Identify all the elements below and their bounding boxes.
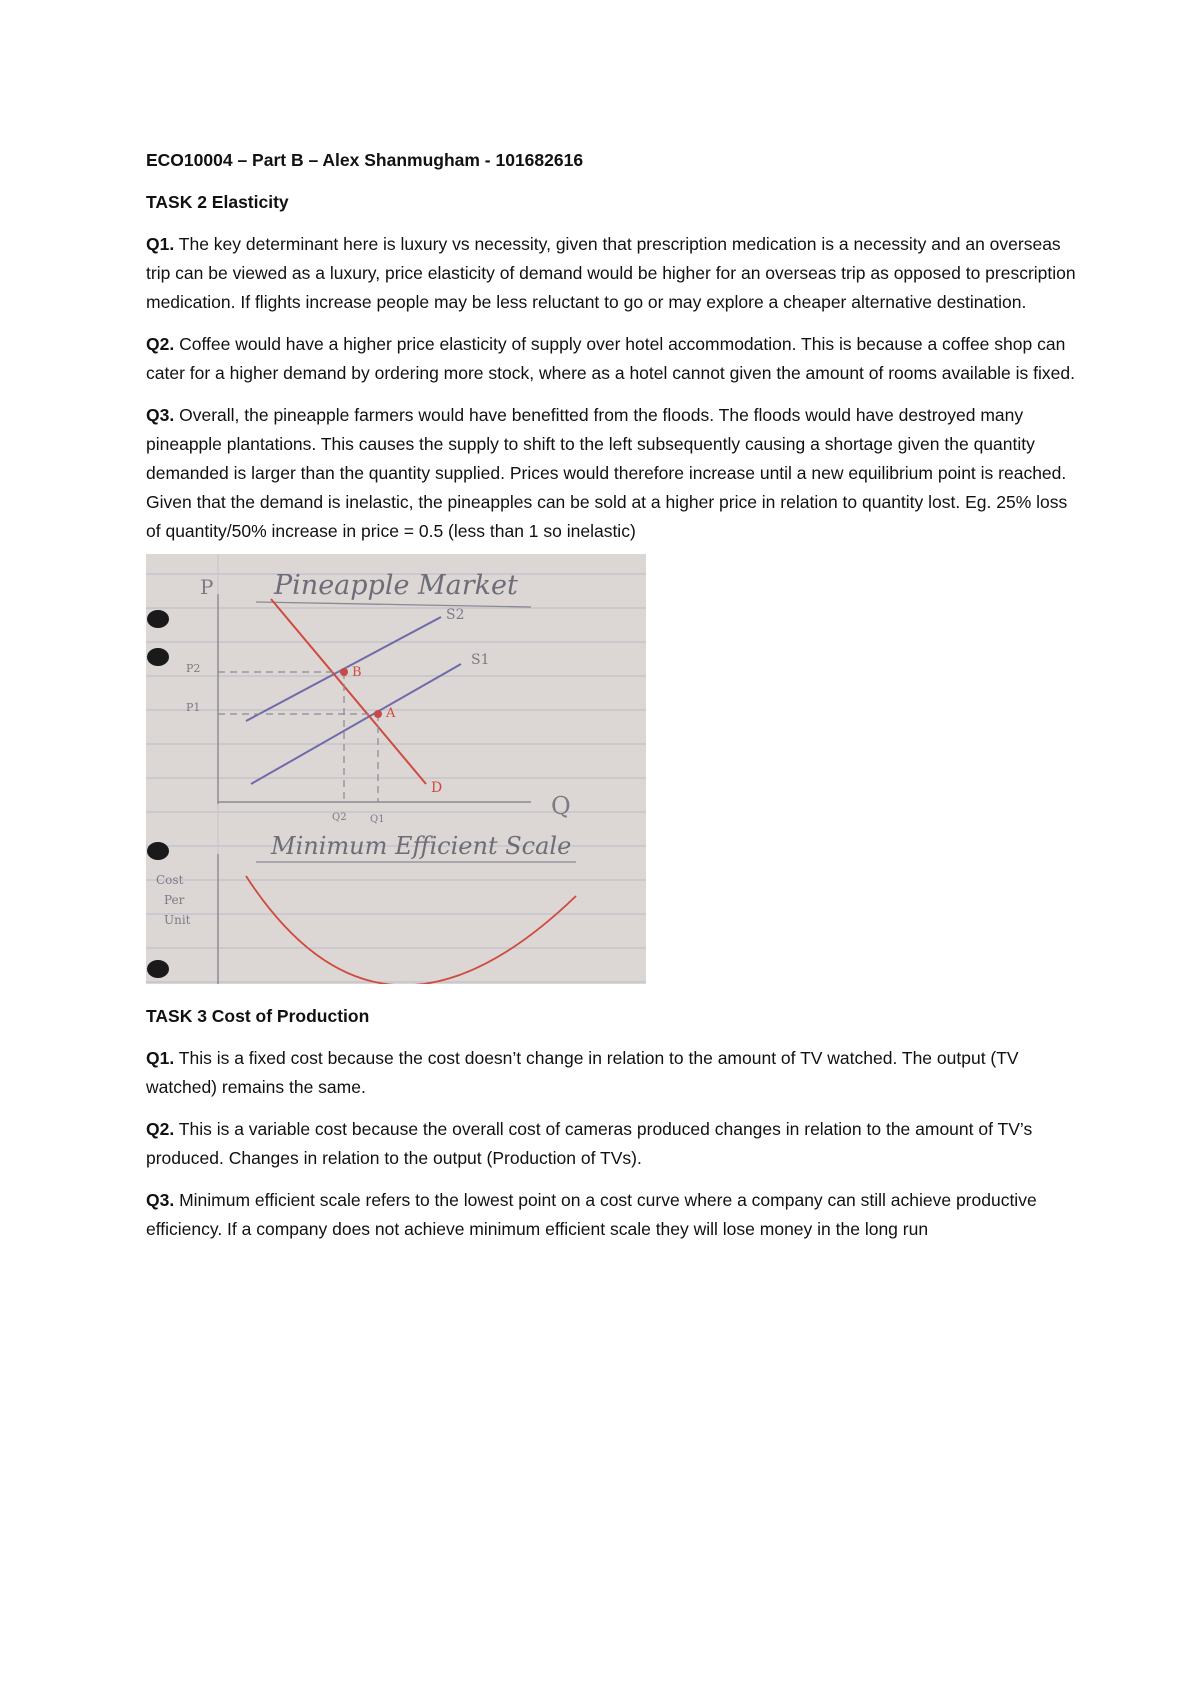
point-label-a: A — [386, 706, 396, 721]
task2-q1-label: Q1. — [146, 234, 175, 254]
binder-hole — [147, 610, 169, 628]
task3-q2 — [146, 1115, 1076, 1173]
task3-q1-label: Q1. — [146, 1048, 175, 1068]
task2-q3-text: Overall, the pineapple farmers would have benefitted from the floods. The floods would have destroyed many pineapple plantations. This causes the supply to shift to the left subsequently causing a shortage given the quantity demanded is larger than the quantity supplied. Prices would therefore increase until a new equilibrium point is reached. Given that the demand is inelastic, the pineapples can be sold at a higher price in relation to quantity lost. Eg. 25% loss of quantity/50% increase in price = 0.5 (less than 1 so inelastic) — [146, 405, 1068, 541]
supply-label-s2: S2 — [446, 607, 465, 623]
document-body — [146, 146, 1076, 1257]
task3-q3 — [146, 1186, 1076, 1244]
figure-paper — [146, 554, 646, 984]
task2-q2-label: Q2. — [146, 334, 175, 354]
task3-q1 — [146, 1044, 1076, 1102]
pineapple-market-figure — [146, 554, 646, 984]
equilibrium-point-a — [374, 710, 382, 718]
task2-q1-text: The key determinant here is luxury vs necessity, given that prescription medication is a necessity and an overseas trip can be viewed as a luxury, price elasticity of demand would be higher for an overseas trip as opposed to prescription medication. If flights increase people may be less reluctant to go or may explore a cheaper alternative destination. — [146, 234, 1076, 312]
task2-q1 — [146, 230, 1076, 317]
task2-q3 — [146, 401, 1076, 546]
task3-q2-text: This is a variable cost because the overall cost of cameras produced changes in relation to the amount of TV’s produced. Changes in relation to the output (Production of TVs). — [146, 1119, 1033, 1168]
equilibrium-point-b — [340, 668, 348, 676]
p-axis-label: P — [200, 575, 214, 599]
binder-hole — [147, 842, 169, 860]
binder-hole — [147, 648, 169, 666]
price-label-p2: P2 — [186, 662, 201, 675]
task3-q1-text: This is a fixed cost because the cost doesn’t change in relation to the amount of TV watched. The output (TV watched) remains the same. — [146, 1048, 1019, 1097]
task2-q3-label: Q3. — [146, 405, 175, 425]
min-efficient-scale-title: Minimum Efficient Scale — [271, 832, 572, 860]
point-label-b: B — [352, 665, 362, 680]
task3-heading: TASK 3 Cost of Production — [146, 1006, 370, 1026]
cost-label-line2: Per — [164, 893, 185, 907]
q-axis-label: Q — [551, 792, 571, 820]
document-title: ECO10004 – Part B – Alex Shanmugham - 101682616 — [146, 150, 584, 170]
task2-q2-text: Coffee would have a higher price elasticity of supply over hotel accommodation. This is because a coffee shop can cater for a higher demand by ordering more stock, where as a hotel cannot given the amount of rooms available is fixed. — [146, 334, 1075, 383]
task2-heading: TASK 2 Elasticity — [146, 192, 289, 212]
cost-label-line1: Cost — [156, 873, 184, 887]
pineapple-market-title: Pineapple Market — [274, 570, 518, 601]
quantity-label-q1: Q1 — [370, 814, 385, 825]
demand-label: D — [431, 780, 443, 796]
task3-q3-label: Q3. — [146, 1190, 175, 1210]
task2-q2 — [146, 330, 1076, 388]
task3-q2-label: Q2. — [146, 1119, 175, 1139]
cost-label-line3: Unit — [164, 913, 191, 927]
supply-label-s1: S1 — [471, 652, 490, 668]
task3-q3-text: Minimum efficient scale refers to the lowest point on a cost curve where a company can still achieve productive efficiency. If a company does not achieve minimum efficient scale they will lose money in the long run — [146, 1190, 1037, 1239]
price-label-p1: P1 — [186, 701, 201, 714]
quantity-label-q2: Q2 — [332, 812, 347, 823]
binder-hole — [147, 960, 169, 978]
